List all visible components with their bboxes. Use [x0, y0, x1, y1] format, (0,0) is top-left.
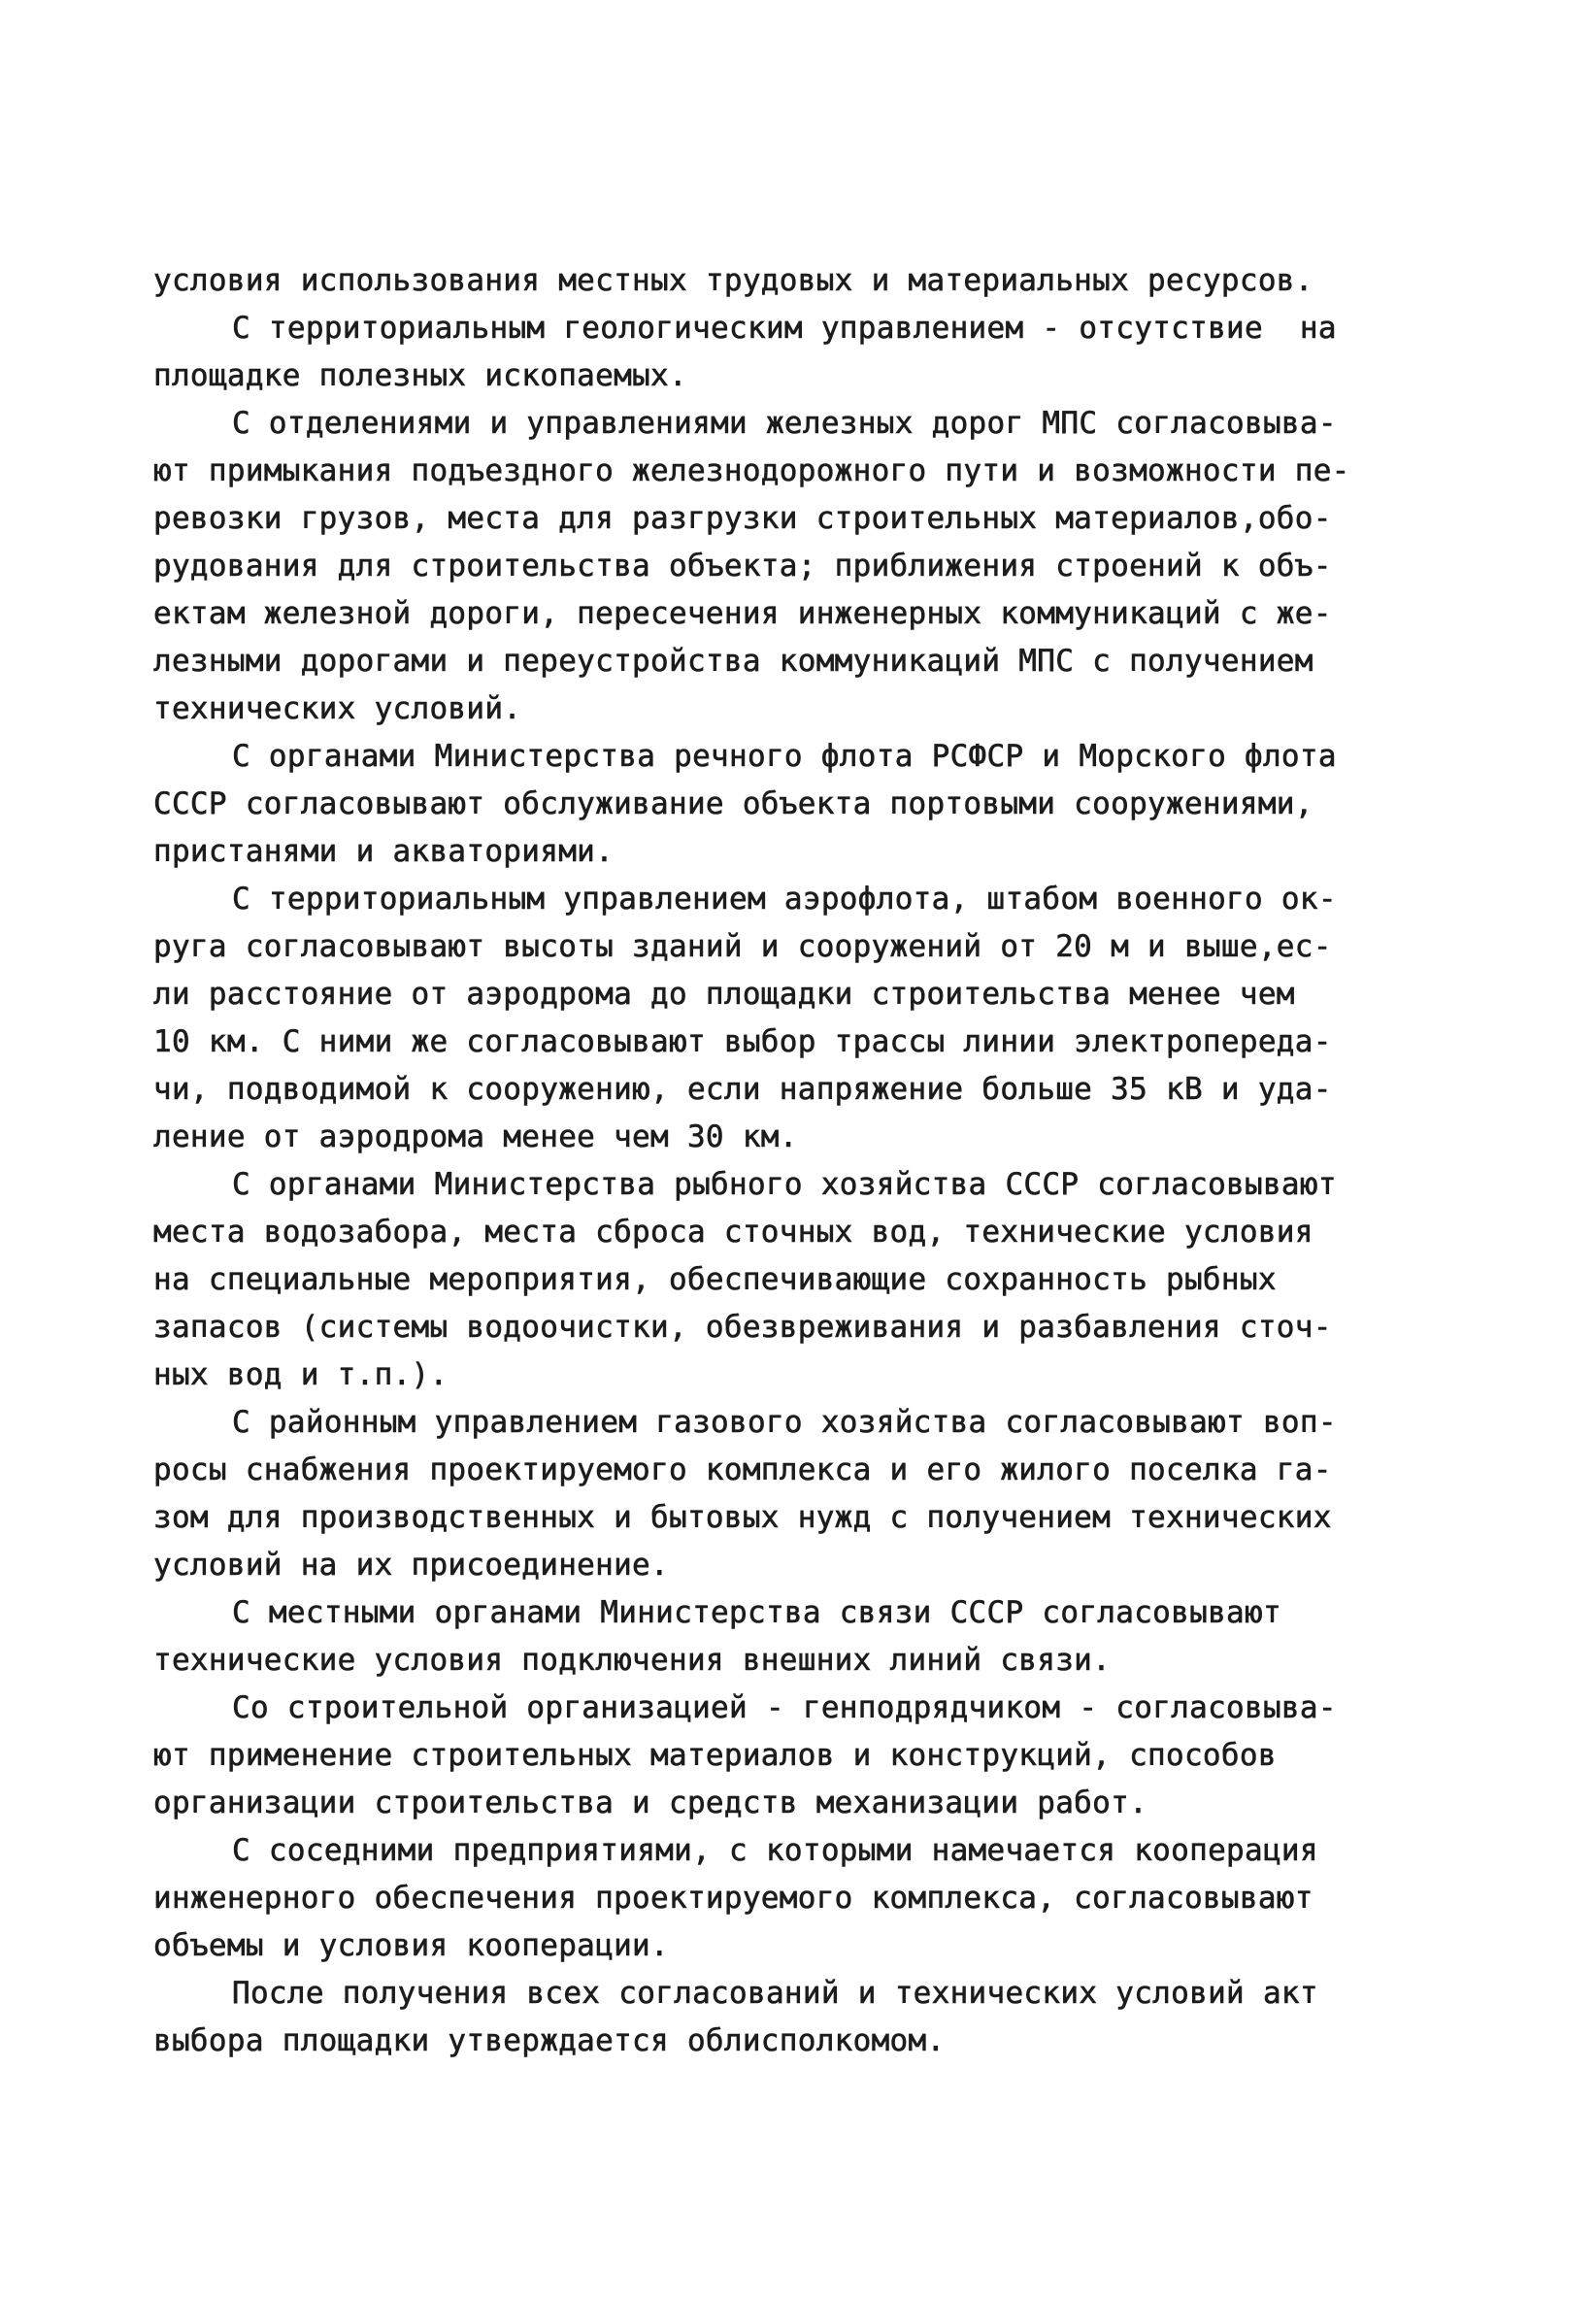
text-line: рудования для строительства объекта; приближения строений к объ- — [153, 549, 1332, 584]
text-line: ют примыкания подъездного железнодорожного пути и возможности пе- — [153, 453, 1350, 488]
text-line: росы снабжения проектируемого комплекса и его жилого поселка га- — [153, 1452, 1332, 1487]
text-line: условия использования местных трудовых и материальных ресурсов. — [153, 263, 1313, 298]
text-line: инженерного обеспечения проектируемого комплекса, согласовывают — [153, 1881, 1313, 1916]
paragraph-first-line: С органами Министерства речного флота РСФСР и Морского флота — [232, 739, 1337, 774]
text-line: условий на их присоединение. — [153, 1548, 669, 1583]
text-line: руга согласовывают высоты зданий и сооружений от 20 м и выше,ес- — [153, 929, 1332, 964]
paragraph-first-line: С соседними предприятиями, с которыми намечается кооперация — [232, 1833, 1318, 1868]
paragraph-first-line: С территориальным геологическим управлением - отсутствие на — [232, 311, 1337, 346]
text-line: технических условий. — [153, 691, 522, 726]
text-line: объемы и условия кооперации. — [153, 1928, 669, 1963]
text-line: запасов (системы водоочистки, обезвреживания и разбавления сточ- — [153, 1310, 1332, 1345]
paragraph-first-line: С отделениями и управлениями железных дорог МПС согласовыва- — [232, 406, 1337, 441]
text-line: ют применение строительных материалов и конструкций, способов — [153, 1738, 1277, 1773]
document-body — [153, 257, 1454, 2065]
paragraph-first-line: После получения всех согласований и технических условий акт — [232, 1976, 1318, 2011]
paragraph-first-line: С местными органами Министерства связи СССР согласовывают — [232, 1595, 1281, 1630]
paragraph-first-line: Со строительной организацией - генподрядчиком - согласовыва- — [232, 1690, 1337, 1725]
text-line: выбора площадки утверждается облисполкомом. — [153, 2023, 946, 2058]
text-line: лезными дорогами и переустройства коммуникаций МПС с получением — [153, 644, 1313, 679]
paragraph-first-line: С районным управлением газового хозяйства согласовывают воп- — [232, 1405, 1337, 1440]
paragraph-first-line: С органами Министерства рыбного хозяйства СССР согласовывают — [232, 1167, 1337, 1202]
text-line: 10 км. С ними же согласовывают выбор трассы линии электропереда- — [153, 1024, 1332, 1059]
text-line: ревозки грузов, места для разгрузки строительных материалов,обо- — [153, 501, 1332, 536]
text-line: места водозабора, места сброса сточных вод, технические условия — [153, 1215, 1313, 1250]
text-line: технические условия подключения внешних линий связи. — [153, 1643, 1112, 1678]
text-line: пристанями и акваториями. — [153, 834, 615, 869]
text-line: на специальные мероприятия, обеспечивающие сохранность рыбных — [153, 1262, 1277, 1297]
text-line: ление от аэродрома менее чем 30 км. — [153, 1119, 798, 1154]
text-line: ектам железной дороги, пересечения инженерных коммуникаций с же- — [153, 596, 1332, 631]
text-line: чи, подводимой к сооружению, если напряжение больше 35 кВ и уда- — [153, 1072, 1332, 1107]
text-line: ных вод и т.п.). — [153, 1357, 449, 1392]
text-line: СССР согласовывают обслуживание объекта портовыми сооружениями, — [153, 786, 1313, 821]
text-line: зом для производственных и бытовых нужд с получением технических — [153, 1500, 1332, 1535]
paragraph-first-line: С территориальным управлением аэрофлота, штабом военного ок- — [232, 882, 1337, 917]
text-line: ли расстояние от аэродрома до площадки строительства менее чем — [153, 977, 1295, 1012]
text-line: организации строительства и средств механизации работ. — [153, 1785, 1148, 1820]
text-line: площадке полезных ископаемых. — [153, 358, 687, 393]
